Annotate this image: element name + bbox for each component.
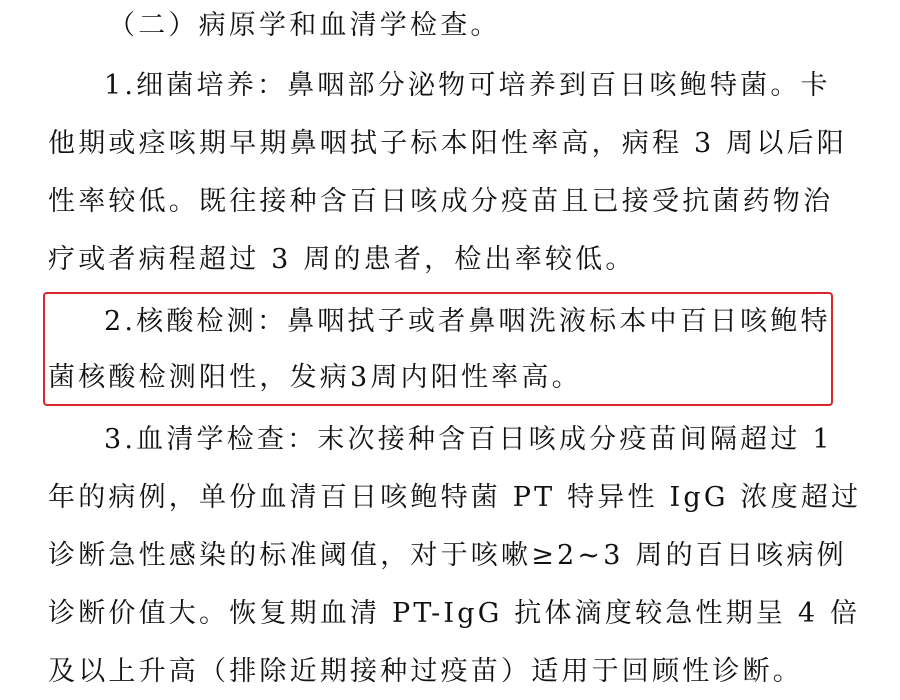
- nucleic-acid-line-2: 菌核酸检测阳性，发病3周内阳性率高。: [48, 362, 582, 393]
- culture-line-2: 他期或痉咳期早期鼻咽拭子标本阳性率高，病程 3 周以后阳: [48, 128, 847, 159]
- serology-line-4: 诊断价值大。恢复期血清 PT-IgG 抗体滴度较急性期呈 4 倍: [48, 598, 861, 629]
- nucleic-acid-line-1: 2.核酸检测：鼻咽拭子或者鼻咽洗液标本中百日咳鲍特: [104, 306, 831, 337]
- culture-line-3: 性率较低。既往接种含百日咳成分疫苗且已接受抗菌药物治: [48, 186, 834, 217]
- serology-line-1: 3.血清学检查：末次接种含百日咳成分疫苗间隔超过 1: [104, 424, 833, 455]
- serology-line-2: 年的病例，单份血清百日咳鲍特菌 PT 特异性 IgG 浓度超过: [48, 482, 862, 513]
- section-heading: （二）病原学和血清学检查。: [108, 10, 501, 41]
- culture-line-4: 疗或者病程超过 3 周的患者，检出率较低。: [48, 244, 636, 275]
- culture-line-1: 1.细菌培养：鼻咽部分泌物可培养到百日咳鲍特菌。卡: [104, 70, 831, 101]
- serology-line-3: 诊断急性感染的标准阈值，对于咳嗽≥2~3 周的百日咳病例: [48, 540, 847, 571]
- serology-line-5: 及以上升高（排除近期接种过疫苗）适用于回顾性诊断。: [48, 656, 803, 687]
